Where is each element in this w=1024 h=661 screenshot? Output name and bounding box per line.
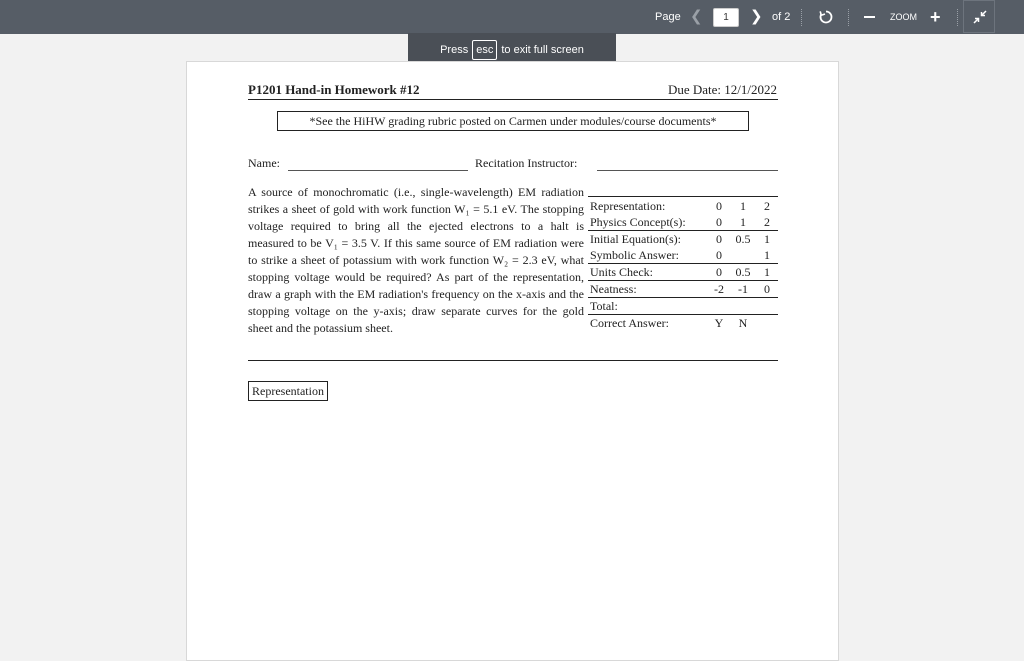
rubric-criterion: Correct Answer: xyxy=(590,316,669,330)
name-blank-line xyxy=(288,170,468,171)
rubric-score xyxy=(730,298,756,315)
rubric-row xyxy=(588,264,778,281)
notice-prefix: Press xyxy=(440,44,469,56)
rubric-score: 0 xyxy=(756,281,778,298)
rubric-score: 0 xyxy=(708,247,730,264)
name-label: Name: xyxy=(248,156,280,170)
problem-statement: A source of monochromatic (i.e., single-wavelength) EM radiation strikes a sheet of gold with work function W₁ = 5.1 eV. The stopping voltage required to bring all the ejected electrons to a halt is measured to be V₁ = 3.5 V. If this same source of EM radiation were to strike a sheet of potassium with work function W₂ = 2.3 eV, what stopping voltage would be required? As part of the representation, draw a graph with the EM radiation's frequency on the x-axis and the stopping voltage on the y-axis; draw separate curves for the gold sheet and the potassium sheet. xyxy=(248,185,584,335)
rotate-button[interactable] xyxy=(818,9,834,25)
rubric-criterion: Initial Equation(s): xyxy=(588,231,708,248)
homework-title: P1201 Hand-in Homework #12 xyxy=(248,82,420,97)
instructor-label: Recitation Instructor: xyxy=(475,156,578,170)
rubric-score: Y xyxy=(714,316,724,330)
notice-suffix: to exit full screen xyxy=(501,44,584,56)
exit-fullscreen-icon xyxy=(973,10,987,24)
rubric-score: 0 xyxy=(708,264,730,281)
rubric-score: 2 xyxy=(756,214,778,231)
rubric-score: 0.5 xyxy=(730,231,756,248)
rubric-criterion: Physics Concept(s): xyxy=(588,214,708,231)
rubric-row xyxy=(588,198,778,214)
problem-rule xyxy=(248,360,778,361)
rubric-score: 0 xyxy=(716,199,722,213)
rubric-score: 0 xyxy=(708,214,730,231)
rubric-row xyxy=(588,315,778,332)
previous-page-button[interactable]: ❮ xyxy=(690,8,703,25)
toolbar-divider xyxy=(848,9,850,26)
page-label: Page xyxy=(655,11,681,23)
rubric-row xyxy=(588,214,778,231)
rubric-score xyxy=(756,298,778,315)
rotate-icon xyxy=(818,9,834,25)
rubric-criterion: Symbolic Answer: xyxy=(588,247,708,264)
due-date: Due Date: 12/1/2022 xyxy=(667,82,777,97)
page-number-input[interactable] xyxy=(713,8,739,27)
rubric-score: 0.5 xyxy=(730,264,756,281)
toolbar-divider xyxy=(957,9,959,26)
rubric-score: 1 xyxy=(740,199,746,213)
rubric-row xyxy=(588,231,778,248)
rubric-score: 1 xyxy=(756,264,778,281)
header-rule xyxy=(248,99,778,100)
rubric-row xyxy=(588,298,778,315)
zoom-out-button[interactable] xyxy=(864,16,875,18)
rubric-row xyxy=(588,247,778,264)
next-page-button[interactable]: ❯ xyxy=(750,8,763,25)
rubric-criterion: Neatness: xyxy=(588,281,708,298)
rubric-score xyxy=(756,315,778,332)
rubric-score: 1 xyxy=(730,214,756,231)
pdf-toolbar xyxy=(0,0,1024,34)
instructor-blank-line xyxy=(597,170,778,171)
rubric-score: N xyxy=(738,316,748,330)
rubric-score: 2 xyxy=(764,199,770,213)
rubric-top-rule xyxy=(588,196,778,197)
rubric-criterion: Units Check: xyxy=(588,264,708,281)
rubric-criterion: Representation: xyxy=(590,199,666,213)
rubric-score xyxy=(730,247,756,264)
grading-rubric-table xyxy=(588,198,778,331)
page-count: of 2 xyxy=(772,11,791,23)
rubric-score: 1 xyxy=(756,231,778,248)
exit-fullscreen-button[interactable] xyxy=(963,0,995,33)
rubric-score: -1 xyxy=(730,281,756,298)
rubric-score xyxy=(708,298,730,315)
toolbar-divider xyxy=(801,9,803,26)
zoom-in-button[interactable]: + xyxy=(930,7,941,27)
rubric-criterion: Total: xyxy=(588,298,708,315)
rubric-row xyxy=(588,281,778,298)
rubric-score: -2 xyxy=(708,281,730,298)
esc-key: esc xyxy=(472,40,497,60)
pdf-page xyxy=(186,61,839,661)
rubric-score: 1 xyxy=(756,247,778,264)
rubric-note: *See the HiHW grading rubric posted on Carmen under modules/course documents* xyxy=(277,111,749,131)
representation-section-label: Representation xyxy=(248,381,328,401)
rubric-score: 0 xyxy=(708,231,730,248)
zoom-label: ZOOM xyxy=(890,12,917,22)
